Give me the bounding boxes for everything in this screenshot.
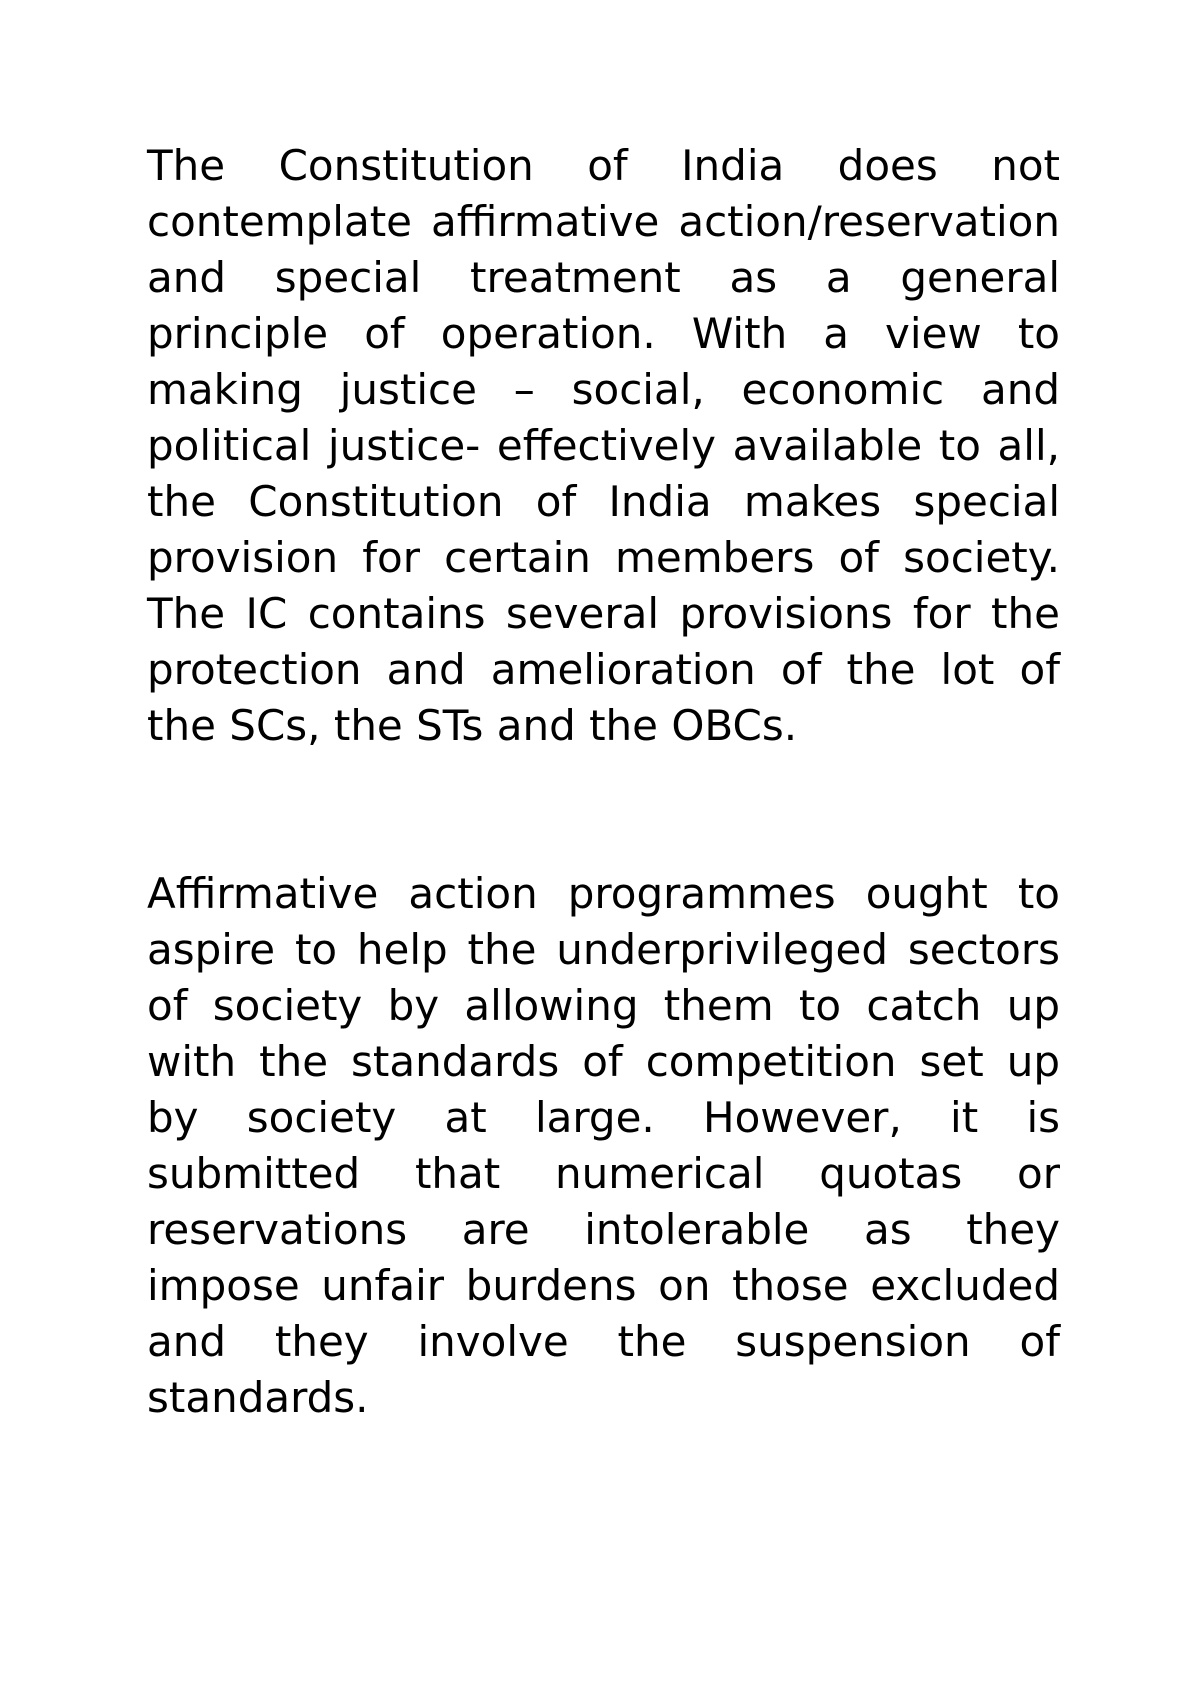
paragraph-affirmative-action: Affirmative action programmes ought to aspire to help the underprivileged sectors of society by allowing them to catch up with the standards of competition set up by society at large. However, it is submitted that numerical quotas or reservations are intolerable as they impose unfair burdens on those excluded and they involve the suspension of standards. xyxy=(147,869,1060,1422)
paragraph-constitution: The Constitution of India does not contemplate affirmative action/reservation and special treatment as a general principle of operation. With a view to making justice – social, economic and political justice- effectively available to all, the Constitution of India makes special provision for certain members of society. The IC contains several provisions for the protection and amelioration of the lot of the SCs, the STs and the OBCs. xyxy=(147,141,1060,750)
document-body xyxy=(147,138,1060,1426)
